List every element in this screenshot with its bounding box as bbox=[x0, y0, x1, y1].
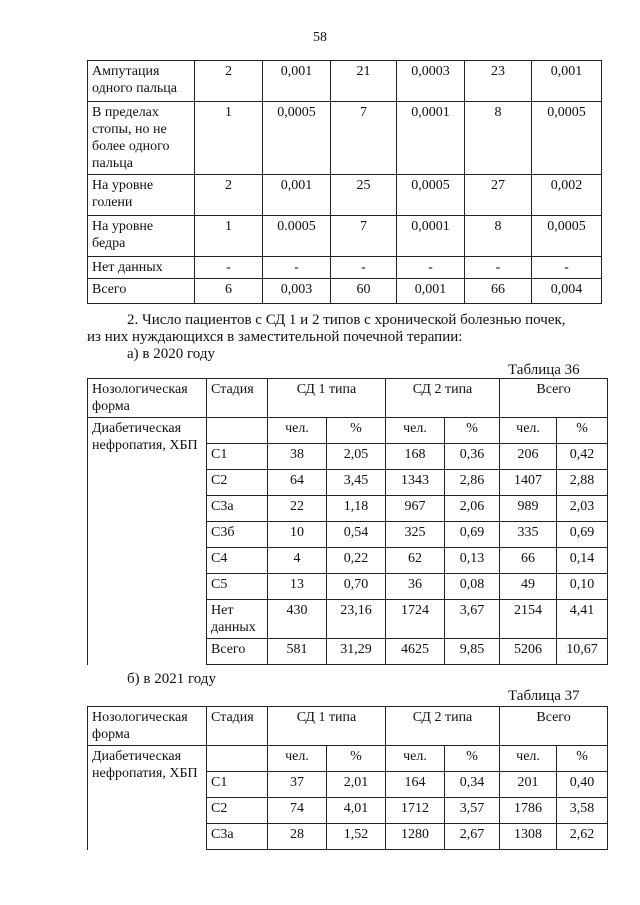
table-cell: 0,42 bbox=[557, 444, 608, 470]
table-cell: 10,67 bbox=[557, 639, 608, 665]
table-cell: 31,29 bbox=[327, 639, 386, 665]
table-cell: 37 bbox=[268, 772, 327, 798]
table-cell: 2,01 bbox=[327, 772, 386, 798]
table-cell: 7 bbox=[331, 102, 397, 175]
table-cell: 2,62 bbox=[557, 824, 608, 850]
table-cell: 66 bbox=[500, 548, 557, 574]
table-cell: 164 bbox=[386, 772, 445, 798]
row-label: На уровне бедра bbox=[88, 216, 195, 257]
table-cell: 0,0005 bbox=[397, 175, 465, 216]
table-cell: 25 bbox=[331, 175, 397, 216]
table-cell: 0,69 bbox=[445, 522, 500, 548]
subsection-2021: б) в 2021 году bbox=[127, 671, 216, 687]
header-row bbox=[88, 707, 608, 746]
table-cell: 8 bbox=[465, 216, 532, 257]
subheader-stage-blank bbox=[207, 418, 268, 444]
subheader-cell: чел. bbox=[386, 746, 445, 772]
stage-cell: С3а bbox=[207, 824, 268, 850]
table-cell: 13 bbox=[268, 574, 327, 600]
table-cell: 36 bbox=[386, 574, 445, 600]
table-cell: - bbox=[397, 257, 465, 279]
table-cell: 2,88 bbox=[557, 470, 608, 496]
table-cell: 989 bbox=[500, 496, 557, 522]
table-cell: 1343 bbox=[386, 470, 445, 496]
table-cell: 2 bbox=[195, 175, 263, 216]
table-row bbox=[88, 257, 602, 279]
table-cell: 0,004 bbox=[532, 279, 602, 304]
form-label: Диабетическая нефропатия, ХБП bbox=[88, 418, 207, 665]
subheader-cell: % bbox=[327, 746, 386, 772]
header-nosological-form: Нозологическая форма bbox=[88, 379, 207, 418]
header-sd2: СД 2 типа bbox=[386, 379, 500, 418]
subsection-2020: а) в 2020 году bbox=[127, 346, 215, 362]
table-cell: - bbox=[532, 257, 602, 279]
table-cell: - bbox=[465, 257, 532, 279]
subheader-cell: % bbox=[557, 746, 608, 772]
table-cell: 4,01 bbox=[327, 798, 386, 824]
table-cell: 430 bbox=[268, 600, 327, 639]
row-label: В пределах стопы, но не более одного пальца bbox=[88, 102, 195, 175]
table-cell: 2154 bbox=[500, 600, 557, 639]
table-cell: 23 bbox=[465, 61, 532, 102]
section-heading-line1: 2. Число пациентов с СД 1 и 2 типов с хронической болезнью почек, bbox=[127, 312, 566, 328]
table-cell: 10 bbox=[268, 522, 327, 548]
table-cell: 2 bbox=[195, 61, 263, 102]
table-cell: 325 bbox=[386, 522, 445, 548]
table-cell: - bbox=[195, 257, 263, 279]
table-cell: 0,10 bbox=[557, 574, 608, 600]
table-cell: 0,0005 bbox=[532, 102, 602, 175]
header-sd1: СД 1 типа bbox=[268, 707, 386, 746]
table-cell: 201 bbox=[500, 772, 557, 798]
table-cell: 5206 bbox=[500, 639, 557, 665]
table-cell: 28 bbox=[268, 824, 327, 850]
stage-cell: Нет данных bbox=[207, 600, 268, 639]
header-row bbox=[88, 379, 608, 418]
table-cell: 2,67 bbox=[445, 824, 500, 850]
table-cell: 2,06 bbox=[445, 496, 500, 522]
table-cell: 0,14 bbox=[557, 548, 608, 574]
subheader-cell: чел. bbox=[268, 746, 327, 772]
table-row bbox=[88, 61, 602, 102]
stage-cell: С2 bbox=[207, 470, 268, 496]
row-label: Нет данных bbox=[88, 257, 195, 279]
page-number: 58 bbox=[313, 30, 327, 45]
subheader-cell: чел. bbox=[386, 418, 445, 444]
table-cell: 62 bbox=[386, 548, 445, 574]
table-cell: 3,57 bbox=[445, 798, 500, 824]
subheader-cell: % bbox=[557, 418, 608, 444]
table-cell: 1786 bbox=[500, 798, 557, 824]
table-cell: 2,86 bbox=[445, 470, 500, 496]
amputation-table bbox=[87, 60, 602, 304]
subheader-cell: чел. bbox=[500, 418, 557, 444]
table-cell: 1712 bbox=[386, 798, 445, 824]
table-cell: 9,85 bbox=[445, 639, 500, 665]
table-cell: 49 bbox=[500, 574, 557, 600]
table-cell: 3,67 bbox=[445, 600, 500, 639]
table-cell: 64 bbox=[268, 470, 327, 496]
table-cell: 0,0005 bbox=[263, 102, 331, 175]
table-cell: 1 bbox=[195, 216, 263, 257]
table-cell: 0,34 bbox=[445, 772, 500, 798]
table-cell: 1724 bbox=[386, 600, 445, 639]
table-36 bbox=[87, 378, 608, 665]
stage-cell: С2 bbox=[207, 798, 268, 824]
table-row bbox=[88, 279, 602, 304]
table-cell: 0,001 bbox=[532, 61, 602, 102]
table-cell: 1280 bbox=[386, 824, 445, 850]
table-cell: 0,001 bbox=[263, 175, 331, 216]
header-sd2: СД 2 типа bbox=[386, 707, 500, 746]
table-cell: 967 bbox=[386, 496, 445, 522]
table-cell: 0.0005 bbox=[263, 216, 331, 257]
table-cell: 66 bbox=[465, 279, 532, 304]
table-cell: 3,58 bbox=[557, 798, 608, 824]
table-36-caption: Таблица 36 bbox=[508, 362, 580, 378]
table-cell: - bbox=[331, 257, 397, 279]
table-37 bbox=[87, 706, 608, 850]
table-cell: 1,52 bbox=[327, 824, 386, 850]
table-cell: 1 bbox=[195, 102, 263, 175]
table-cell: 0,13 bbox=[445, 548, 500, 574]
table-cell: 0,36 bbox=[445, 444, 500, 470]
table-row bbox=[88, 216, 602, 257]
row-label: На уровне голени bbox=[88, 175, 195, 216]
table-cell: 0,003 bbox=[263, 279, 331, 304]
table-cell: 206 bbox=[500, 444, 557, 470]
table-cell: 21 bbox=[331, 61, 397, 102]
table-cell: 4625 bbox=[386, 639, 445, 665]
table-row bbox=[88, 175, 602, 216]
table-cell: 38 bbox=[268, 444, 327, 470]
table-cell: 7 bbox=[331, 216, 397, 257]
table-cell: 1407 bbox=[500, 470, 557, 496]
table-cell: 2,05 bbox=[327, 444, 386, 470]
table-cell: 1308 bbox=[500, 824, 557, 850]
stage-cell: С3б bbox=[207, 522, 268, 548]
subheader-cell: % bbox=[445, 746, 500, 772]
stage-cell: С3а bbox=[207, 496, 268, 522]
stage-cell: С1 bbox=[207, 772, 268, 798]
table-cell: 22 bbox=[268, 496, 327, 522]
table-37-caption: Таблица 37 bbox=[508, 688, 580, 704]
header-sd1: СД 1 типа bbox=[268, 379, 386, 418]
table-cell: 4,41 bbox=[557, 600, 608, 639]
table-cell: 168 bbox=[386, 444, 445, 470]
table-cell: 581 bbox=[268, 639, 327, 665]
table-cell: 23,16 bbox=[327, 600, 386, 639]
table-cell: 2,03 bbox=[557, 496, 608, 522]
header-nosological-form: Нозологическая форма bbox=[88, 707, 207, 746]
table-cell: 4 bbox=[268, 548, 327, 574]
table-cell: 0,08 bbox=[445, 574, 500, 600]
table-cell: 1,18 bbox=[327, 496, 386, 522]
table-cell: 0,22 bbox=[327, 548, 386, 574]
row-label: Всего bbox=[88, 279, 195, 304]
stage-cell: С4 bbox=[207, 548, 268, 574]
subheader-cell: % bbox=[327, 418, 386, 444]
header-stage: Стадия bbox=[207, 707, 268, 746]
stage-cell: С5 bbox=[207, 574, 268, 600]
subheader-cell: чел. bbox=[268, 418, 327, 444]
table-cell: 0,002 bbox=[532, 175, 602, 216]
table-cell: 0,54 bbox=[327, 522, 386, 548]
stage-cell: Всего bbox=[207, 639, 268, 665]
table-row bbox=[88, 102, 602, 175]
table-cell: 0,001 bbox=[263, 61, 331, 102]
subheader-cell: чел. bbox=[500, 746, 557, 772]
table-cell: 74 bbox=[268, 798, 327, 824]
subheader-stage-blank bbox=[207, 746, 268, 772]
stage-cell: С1 bbox=[207, 444, 268, 470]
subheader-row bbox=[88, 418, 608, 444]
table-cell: 6 bbox=[195, 279, 263, 304]
table-cell: 335 bbox=[500, 522, 557, 548]
table-cell: 0,40 bbox=[557, 772, 608, 798]
table-cell: 0,70 bbox=[327, 574, 386, 600]
subheader-row bbox=[88, 746, 608, 772]
header-stage: Стадия bbox=[207, 379, 268, 418]
table-cell: 60 bbox=[331, 279, 397, 304]
table-cell: 0,0001 bbox=[397, 216, 465, 257]
table-cell: 3,45 bbox=[327, 470, 386, 496]
table-cell: 0,69 bbox=[557, 522, 608, 548]
table-cell: - bbox=[263, 257, 331, 279]
header-total: Всего bbox=[500, 707, 608, 746]
form-label: Диабетическая нефропатия, ХБП bbox=[88, 746, 207, 850]
section-heading-line2: из них нуждающихся в заместительной почечной терапии: bbox=[87, 329, 463, 345]
table-cell: 0,001 bbox=[397, 279, 465, 304]
subheader-cell: % bbox=[445, 418, 500, 444]
table-cell: 0,0001 bbox=[397, 102, 465, 175]
row-label: Ампутация одного пальца bbox=[88, 61, 195, 102]
table-cell: 27 bbox=[465, 175, 532, 216]
table-cell: 8 bbox=[465, 102, 532, 175]
header-total: Всего bbox=[500, 379, 608, 418]
table-cell: 0,0005 bbox=[532, 216, 602, 257]
table-cell: 0,0003 bbox=[397, 61, 465, 102]
